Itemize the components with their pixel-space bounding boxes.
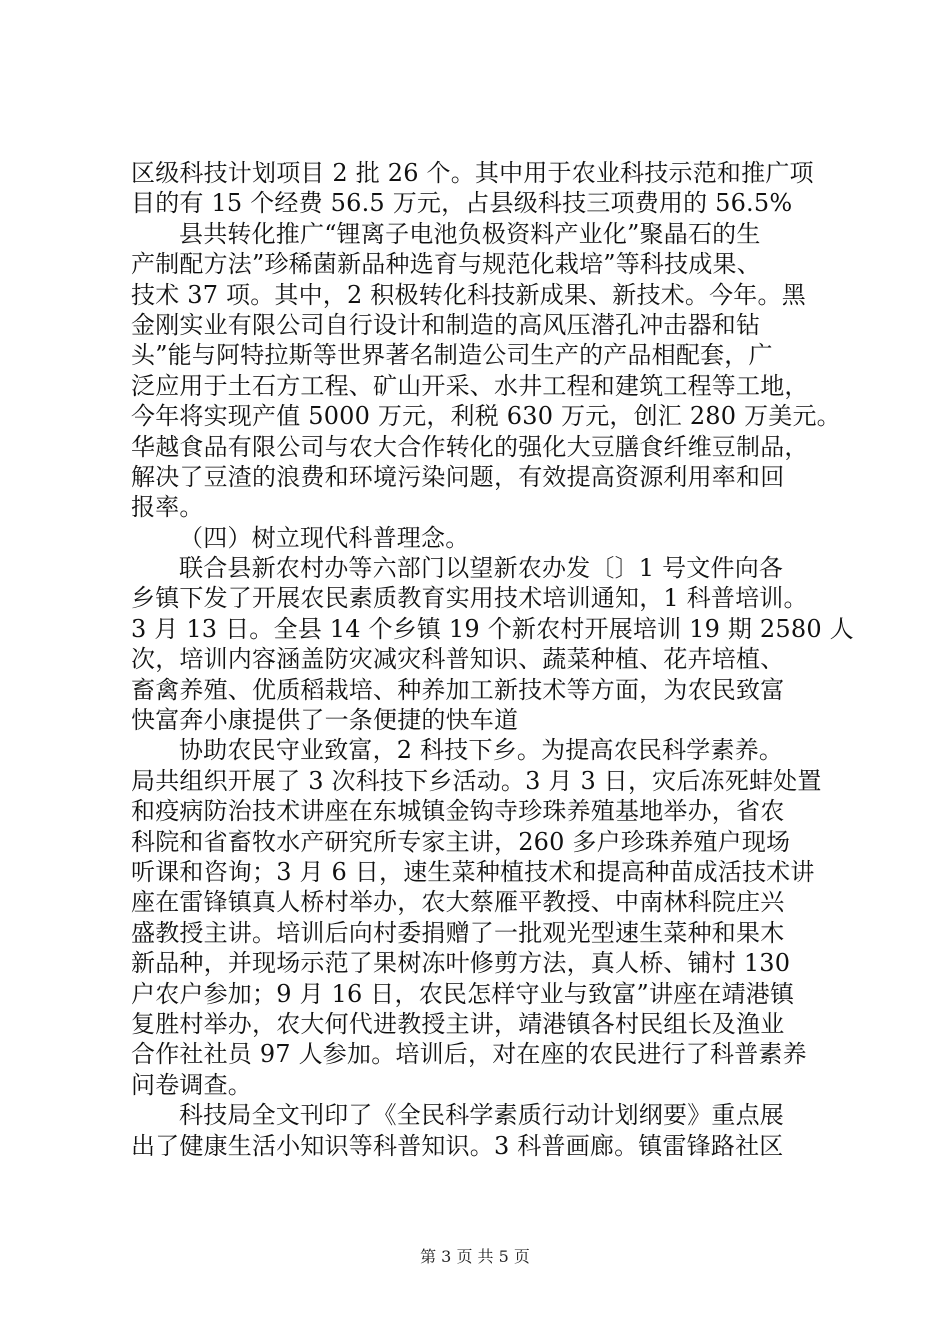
text-line: 区级科技计划项目 2 批 26 个。其中用于农业科技示范和推广项 [131,159,814,187]
text-line: 乡镇下发了开展农民素质教育实用技术培训通知，1 科普培训。 [131,584,808,613]
text-line: 目的有 15 个经费 56.5 万元，占县级科技三项费用的 56.5% [131,189,793,218]
text-line: 合作社社员 97 人参加。培训后，对在座的农民进行了科普素养 [131,1040,807,1069]
text-line: 科院和省畜牧水产研究所专家主讲，260 多户珍珠养殖户现场 [131,827,791,856]
text-line: 联合县新农村办等六部门以望新农办发〔〕1 号文件向各 [179,554,784,583]
text-line: 今年将实现产值 5000 万元，利税 630 万元，创汇 280 万美元。 [131,402,841,431]
text-line: 盛教授主讲。培训后向村委捐赠了一批观光型速生菜种和果木 [131,918,785,947]
document-body [131,158,854,1161]
text-line: 听课和咨询；3 月 6 日，速生菜种植技术和提高种苗成活技术讲 [131,857,815,886]
text-line: 报率。 [131,493,204,522]
page-footer: 第 3 页 共 5 页 [420,1247,530,1266]
text-line: 头”能与阿特拉斯等世界著名制造公司生产的产品相配套，广 [131,341,773,370]
text-line: 畜禽养殖、优质稻栽培、种养加工新技术等方面，为农民致富 [131,675,785,704]
text-line: 户农户参加；9 月 16 日，农民怎样守业与致富”讲座在靖港镇 [131,979,795,1008]
text-line: 问卷调查。 [131,1070,252,1099]
text-line: 技术 37 项。其中，2 积极转化科技新成果、新技术。今年。黑 [131,280,806,309]
text-line: 出了健康生活小知识等科普知识。3 科普画廊。镇雷锋路社区 [131,1131,784,1160]
text-line: 和疫病防治技术讲座在东城镇金钩寺珍珠养殖基地举办，省农 [131,797,785,826]
text-line: 快富奔小康提供了一条便捷的快车道 [131,706,519,735]
text-line: 3 月 13 日。全县 14 个乡镇 19 个新农村开展培训 19 期 2580 人 [131,614,854,643]
text-line: 县共转化推广“锂离子电池负极资料产业化”聚晶石的生 [179,219,761,248]
text-line: 次，培训内容涵盖防灾减灾科普知识、蔬菜种植、花卉培植、 [131,645,785,674]
text-line: 复胜村举办，农大何代进教授主讲，靖港镇各村民组长及渔业 [131,1009,785,1038]
text-line: 座在雷锋镇真人桥村举办，农大蔡雁平教授、中南林科院庄兴 [131,888,785,917]
text-line: 科技局全文刊印了《全民科学素质行动计划纲要》重点展 [179,1101,784,1130]
text-line: 泛应用于土石方工程、矿山开采、水井工程和建筑工程等工地， [131,371,809,400]
text-line: （四）树立现代科普理念。 [179,523,470,552]
text-line: 华越食品有限公司与农大合作转化的强化大豆膳食纤维豆制品， [131,432,809,461]
text-line: 新品种，并现场示范了果树冻叶修剪方法，真人桥、铺村 130 [131,949,791,978]
text-line: 局共组织开展了 3 次科技下乡活动。3 月 3 日，灾后冻死蚌处置 [131,766,822,795]
text-line: 产制配方法”珍稀菌新品种选育与规范化栽培”等科技成果、 [131,250,761,279]
text-line: 协助农民守业致富，2 科技下乡。为提高农民科学素养。 [179,736,784,765]
text-line: 解决了豆渣的浪费和环境污染问题，有效提高资源利用率和回 [131,462,785,491]
text-line: 金刚实业有限公司自行设计和制造的高风压潜孔冲击器和钻 [131,310,761,339]
